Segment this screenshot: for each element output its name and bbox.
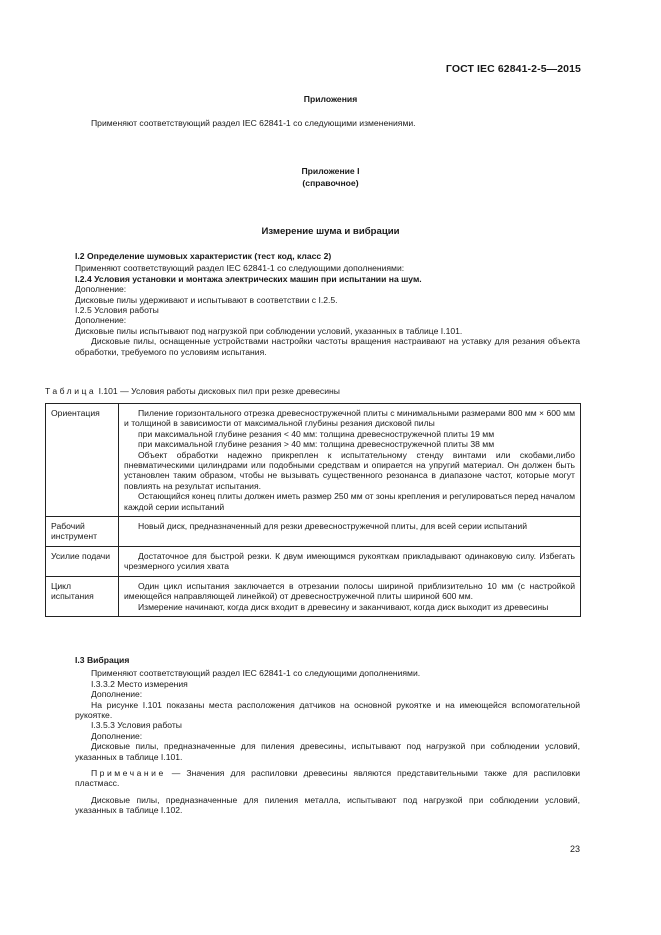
section-i2 [75, 251, 580, 357]
section-i2-line: Дисковые пилы испытывают под нагрузкой при соблюдении условий, указанных в таблице I.101. [75, 325, 463, 336]
conditions-table [45, 403, 581, 617]
standard-code-header: ГОСТ IEC 62841-2-5—2015 [445, 63, 581, 75]
table-row [46, 576, 581, 616]
section-i3-line: На рисунке I.101 показаны места расположения датчиков на основной рукоятке и на имеющейся вспомогательной рукоятке. [75, 699, 580, 721]
appendices-intro-text: Применяют соответствующий раздел IEC 62841-1 со следующими изменениями. [91, 118, 416, 128]
table-cell-para: при максимальной глубине резания < 40 мм: толщина древесностружечной плиты 19 мм [138, 428, 495, 439]
appendices-intro [75, 118, 580, 128]
section-i3-line: Дополнение: [91, 689, 143, 700]
section-i3-final: Дисковые пилы, предназначенные для пиления металла, испытывают под нагрузкой при соблюдении условий, указанных в таблице I.102. [75, 794, 580, 816]
table-caption-rest: I.101 — Условия работы дисковых пил при резке древесины [98, 386, 340, 396]
section-i2-line: Дополнение: [75, 284, 127, 295]
section-i2-line: Дополнение: [75, 315, 127, 326]
table-cell-para: Пиление горизонтального отрезка древесностружечной плиты с минимальными размерами 800 мм × 600 мм и толщиной в зависимости от максимальной глубины резания дисковой пилы [124, 408, 575, 429]
section-i2-line: Дисковые пилы, оснащенные устройствами настройки частоты вращения настраивают на уставку для резания объекта обработки, требуемого по условиям испытания. [75, 336, 580, 357]
table-row [46, 404, 581, 517]
section-i3-line: Дисковые пилы, предназначенные для пиления древесины, испытывают под нагрузкой при соблюдении условий, указанных в таблице I.101. [75, 741, 580, 762]
note-text: — Значения для распиловки древесины являются представительными также для распиловки пластмасс. [75, 768, 580, 789]
table-row [46, 517, 581, 547]
main-title: Измерение шума и вибрации [261, 226, 400, 237]
table-caption-prefix: Таблица [45, 386, 97, 396]
section-i3-line: I.3.5.3 Условия работы [91, 720, 182, 731]
table-row [46, 546, 581, 576]
annex-title: Приложение I [301, 166, 360, 176]
annex-status: (справочное) [302, 178, 359, 188]
section-i2-line: Дисковые пилы удерживают и испытывают в соответствии с I.2.5. [75, 294, 338, 305]
table-row-value [119, 517, 581, 547]
table-cell-para: Один цикл испытания заключается в отрезании полосы шириной приблизительно 10 мм (с настройкой имеющейся направляющей линейкой) от древесностружечной плиты шириной 600 мм. [124, 580, 575, 602]
table-row-key: Усилие подачи [46, 546, 119, 576]
section-i2-line: Применяют соответствующий раздел IEC 62841-1 со следующими дополнениями: [75, 263, 405, 274]
table-row-key: Рабочий инструмент [46, 517, 119, 547]
table-cell-para: Достаточное для быстрой резки. К двум имеющимся рукояткам прикладывают одинаковую силу. Избегать чрезмерного усилия хвата [124, 550, 575, 572]
table-row-value [119, 546, 581, 576]
section-i3 [75, 655, 580, 816]
section-i2-heading: I.2 Определение шумовых характеристик (тест код, класс 2) [75, 251, 332, 261]
section-i2-line: I.2.5 Условия работы [75, 305, 159, 316]
page-number: 23 [569, 844, 580, 854]
table-cell-para: Остающийся конец плиты должен иметь размер 250 мм от зоны крепления и регулироваться перед началом каждой серии испытаний [124, 491, 575, 512]
table-row-key: Цикл испытания [46, 576, 119, 616]
table-row-value [119, 576, 581, 616]
section-i3-line: Дополнение: [91, 730, 143, 741]
table-row-value [119, 404, 581, 517]
table-cell-para: при максимальной глубине резания > 40 мм: толщина древесностружечной плиты 38 мм [138, 439, 495, 450]
table-cell-para: Объект обработки надежно прикреплен к испытательному стенду винтами или скобами,либо пневматическими цилиндрами или подобными средствам и опирается на упругий материал. Он должен быть установлен таким образом, чтобы не вызывать существенного резонанса в диапазоне частот, которые могут повлиять на результат испытания. [124, 449, 575, 491]
section-i3-heading: I.3 Вибрация [75, 655, 130, 665]
note-label: Примечание [91, 768, 166, 779]
section-i3-line: I.3.3.2 Место измерения [91, 678, 188, 689]
table-row-key: Ориентация [46, 404, 119, 517]
section-i3-line: Применяют соответствующий раздел IEC 62841-1 со следующими дополнениями. [91, 668, 421, 679]
section-i3-note [75, 768, 580, 789]
table-caption [45, 386, 585, 396]
table-cell-para: Измерение начинают, когда диск входит в древесину и заканчивают, когда диск выходит из древесины [138, 601, 549, 612]
section-i2-line: I.2.4 Условия установки и монтажа электрических машин при испытании на шум. [75, 273, 422, 284]
table-cell-para: Новый диск, предназначенный для резки древесностружечной плиты, для всей серии испытаний [138, 521, 528, 532]
appendices-title: Приложения [303, 94, 358, 104]
